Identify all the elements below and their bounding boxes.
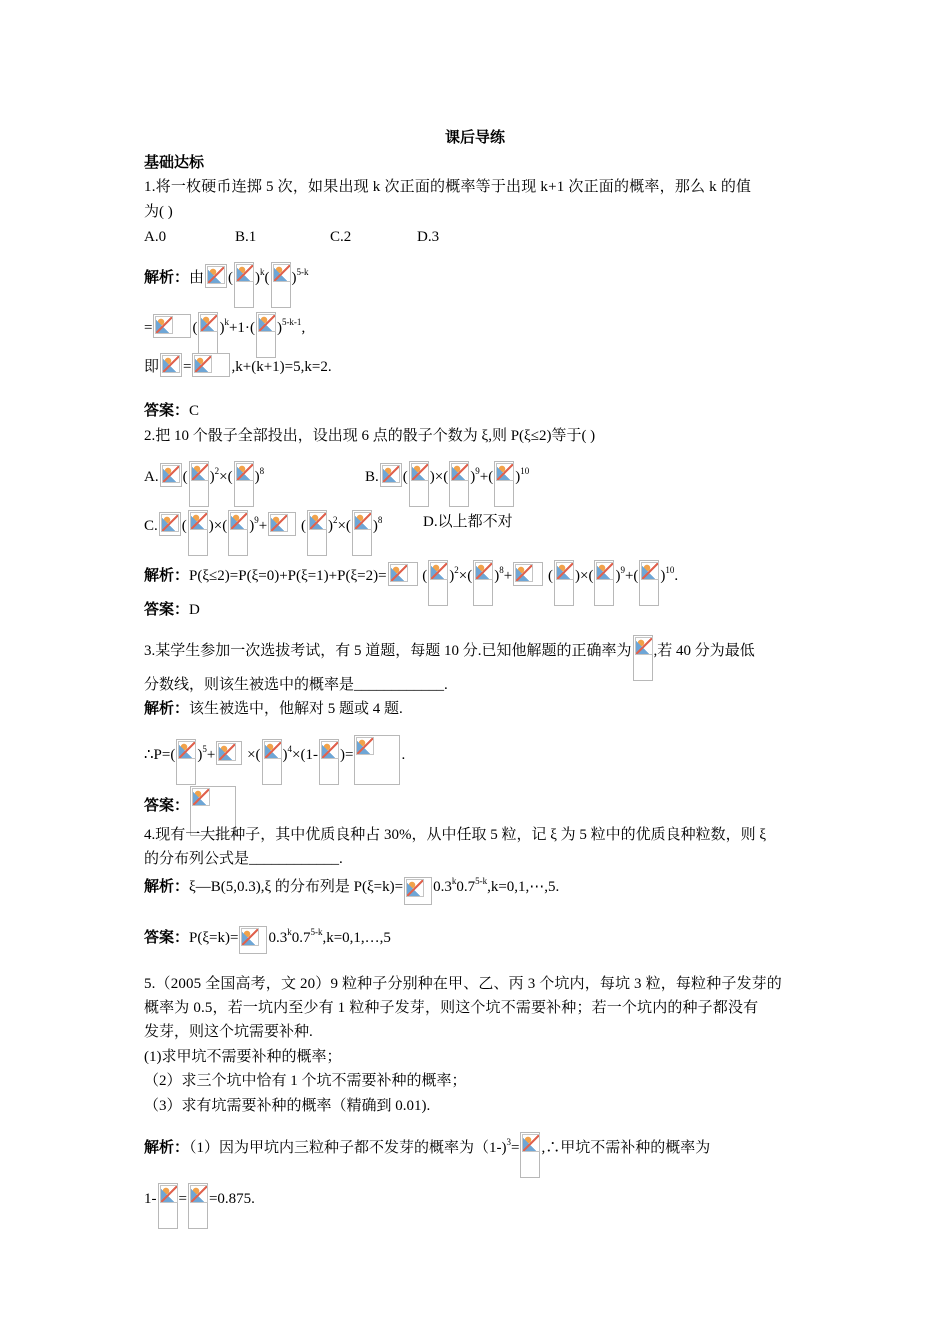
fraction-image (428, 560, 448, 606)
section-heading: 基础达标 (144, 155, 205, 171)
fraction-image (189, 461, 209, 507)
fraction-image (188, 510, 208, 556)
question-4-solution: 解析：ξ—B(5,0.3),ξ 的分布列是 $P(\xi=k)= 0.3^k0.7^{5-k},k=0,1,\cdots,5$. (144, 875, 559, 905)
formula-image (380, 463, 402, 487)
fraction-image (554, 560, 574, 606)
fraction-image (234, 461, 254, 507)
question-3-answer: 答案： (144, 786, 237, 836)
fraction-image (473, 560, 493, 606)
question-1-stem-cont: 为( ) (144, 204, 173, 220)
fraction-image (633, 635, 653, 681)
formula-image (216, 741, 242, 765)
question-1-solution-line2: = ( )$^k$+1·( )$^{5-k-1}$, (144, 312, 305, 358)
fraction-image (271, 262, 291, 308)
question-5-solution: 解析：（1）因为甲坑内三粒种子都不发芽的概率为（1-)$^3$= ,∴甲坑不需补种的概率为 (144, 1132, 710, 1178)
fraction-image (520, 1132, 540, 1178)
question-1-answer: 答案：C (144, 403, 200, 419)
formula-image (513, 562, 543, 586)
question-1-solution-line3: 即 = ,k+(k+1)=5,k=2. (144, 353, 332, 379)
question-1-stem: 1.将一枚硬币连掷 5 次，如果出现 k 次正面的概率等于出现 k+1 次正面的概率，那么 k 的值 (144, 179, 752, 195)
formula-image (239, 926, 267, 954)
option-a: A.0 (144, 229, 167, 245)
fraction-image (354, 735, 400, 785)
formula-image (268, 512, 296, 536)
fraction-image (256, 312, 276, 358)
question-4-stem: 4.现有一大批种子，其中优质良种占 30%，从中任取 5 粒，记 ξ 为 5 粒中的优质良种粒数，则 ξ (144, 827, 767, 843)
formula-image (153, 314, 191, 338)
question-5-part-3: （3）求有坑需要补种的概率（精确到 0.01). (144, 1098, 431, 1114)
fraction-image (307, 510, 327, 556)
question-2-options-cd: C. ( )×( )$^9$+ ( )$^2$×( )$^8$ D.以上都不对 (144, 510, 382, 556)
question-5-part-1: (1)求甲坑不需要补种的概率； (144, 1049, 342, 1065)
question-1-solution-line1: 解析：由 ( )$^k$( )$^{5-k}$ (144, 262, 309, 308)
option-d: D.以上都不对 (423, 514, 513, 530)
fraction-image (188, 1183, 208, 1229)
question-3-solution: 解析：该生被选中，他解对 5 题或 4 题. (144, 701, 403, 717)
fraction-image (352, 510, 372, 556)
fraction-image (228, 510, 248, 556)
formula-image (388, 562, 418, 586)
question-5-stem-cont: 概率为 0.5，若一坑内至少有 1 粒种子发芽，则这个坑不需要补种；若一个坑内的种子都没有 (144, 1000, 759, 1016)
question-2-options-ab: A. ( )$^2$×( )$^8$ B. ( )×( )$^9$+( )$^{10}$ (144, 461, 264, 507)
fraction-image (494, 461, 514, 507)
question-2-solution: 解析：P(ξ≤2)=P(ξ=0)+P(ξ=1)+P(ξ=2)= ( )$^2$×( )$^8$+ ( )×( )$^9$+( )$^{10}$. (144, 560, 678, 606)
page-title: 课后导练 (444, 130, 505, 146)
question-4-answer: 答案：$P(\xi=k)= 0.3^k0.7^{5-k},k=0,1,\dots,5$ (144, 926, 391, 954)
question-5-part-2: （2）求三个坑中恰有 1 个坑不需要补种的概率； (144, 1073, 467, 1089)
option-c: C.2 (330, 229, 352, 245)
fraction-image (158, 1183, 178, 1229)
question-2-stem: 2.把 10 个骰子全部投出，设出现 6 点的骰子个数为 ξ,则 P(ξ≤2)等于( ) (144, 428, 596, 444)
fraction-image (409, 461, 429, 507)
fraction-image (319, 739, 339, 785)
option-b: B.1 (235, 229, 257, 245)
fraction-image (198, 312, 218, 358)
question-3-formula: ∴P=( )$^5$+ ×( )$^4$×(1- )= . (144, 735, 405, 785)
solution-label: 解析： (144, 270, 190, 286)
question-5-stem-cont2: 发芽，则这个坑需要补种. (144, 1024, 313, 1040)
formula-image (160, 463, 182, 487)
question-4-stem-cont: 的分布列公式是____________. (144, 851, 343, 867)
formula-image (159, 512, 181, 536)
option-d: D.3 (417, 229, 440, 245)
fraction-image (234, 262, 254, 308)
fraction-image (449, 461, 469, 507)
question-1-options (144, 225, 440, 249)
fraction-image (594, 560, 614, 606)
question-5-calculation: 1- = =0.875. (144, 1183, 255, 1229)
formula-image (205, 264, 227, 288)
formula-image (192, 353, 230, 377)
fraction-image (176, 739, 196, 785)
fraction-image (262, 739, 282, 785)
formula-image (160, 353, 182, 377)
question-3-stem: 3.某学生参加一次选拔考试，有 5 道题，每题 10 分.已知他解题的正确率为 ,若 40 分为最低 (144, 635, 755, 681)
question-5-stem: 5.（2005 全国高考，文 20）9 粒种子分别种在甲、乙、丙 3 个坑内，每坑 3 粒，每粒种子发芽的 (144, 976, 782, 992)
question-3-stem-cont: 分数线，则该生被选中的概率是____________. (144, 677, 448, 693)
question-2-answer: 答案：D (144, 602, 200, 618)
fraction-image (639, 560, 659, 606)
formula-image (404, 877, 432, 905)
